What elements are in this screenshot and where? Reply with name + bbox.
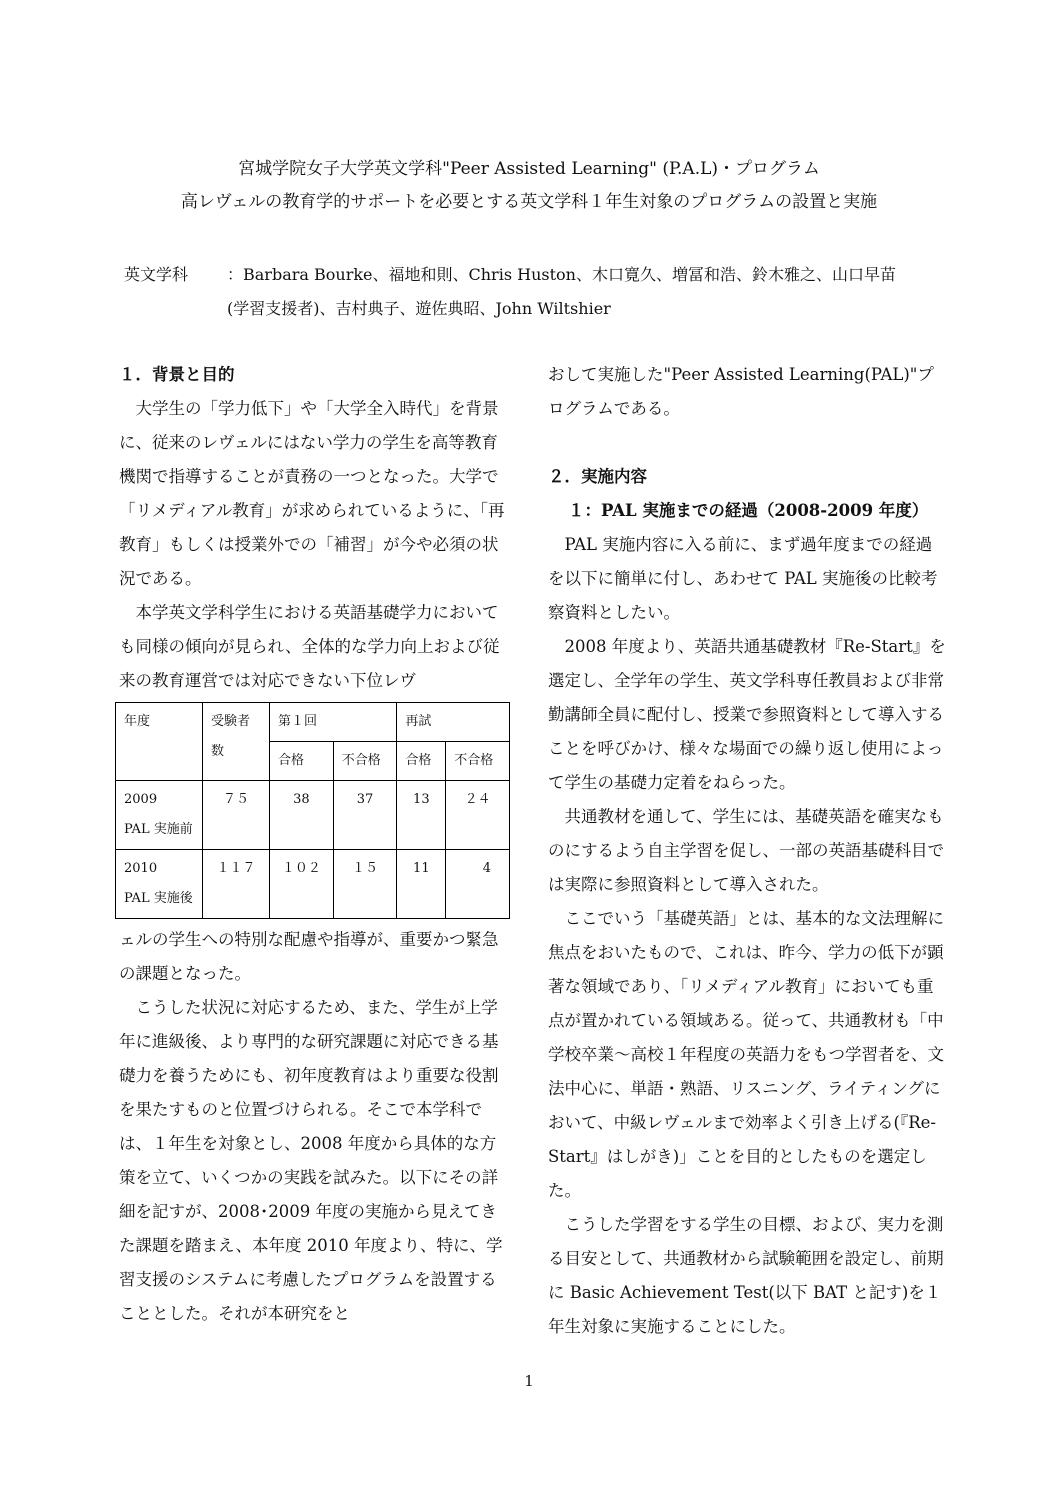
subsection-heading: １：PAL 実施までの経過（2008-2009 年度） [568,501,929,520]
left-column [119,358,509,1331]
table-cell-retest-fail: ２４ [446,781,510,850]
paragraph: ェルの学生への特別な配慮や指導が、重要かつ緊急の課題となった。 [119,930,499,983]
table-cell-first-pass: 38 [270,781,334,850]
paragraph: 本学英文学科学生における英語基礎学力においても同様の傾向が見られ、全体的な学力向上および従来の教育運営では対応できない下位レヴ [119,603,500,690]
table-cell-first-fail: 37 [333,781,397,850]
table-cell-year: 2009 PAL 実施前 [116,781,203,850]
author-list-line1: ：Barbara Bourke、福地和則、Chris Huston、木口寛久、増冨和浩、鈴木雅之、山口早苗 [227,265,896,284]
table-cell-examinees: ７５ [203,781,270,850]
paragraph: 共通教材を通して、学生には、基礎英語を確実なものにするよう自主学習を促し、一部の英語基礎科目では実際に参照資料として導入された。 [548,807,944,894]
page-number: 1 [524,1372,534,1390]
table-row [116,850,510,919]
table-header-first-fail: 不合格 [333,742,397,781]
paragraph: おして実施した"Peer Assisted Learning(PAL)"プログラムである。 [548,365,934,418]
author-block [124,258,944,326]
author-list-line2: (学習支援者)、吉村典子、遊佐典昭、John Wiltshier [227,299,611,318]
table-header-retest-pass: 合格 [397,742,446,781]
paper-title: 宮城学院女子大学英文学科"Peer Assisted Learning" (P.A.L)・プログラム [238,159,820,179]
department-label: 英文学科 [124,265,189,284]
table-header-examinees: 受験者数 [203,703,270,781]
paper-subtitle: 高レヴェルの教育学的サポートを必要とする英文学科１年生対象のプログラムの設置と実施 [180,192,878,212]
table-cell-first-pass: １０２ [270,850,334,919]
table-row [116,781,510,850]
paragraph: ここでいう「基礎英語」とは、基本的な文法理解に焦点をおいたもので、これは、昨今、学力の低下が顕著な領域であり、「リメディアル教育」においても重点が置かれている領域ある。従って、共通教材も「中学校卒業～高校１年程度の英語力をもつ学習者を、文法中心に、単語・熟語、リスニング、ライティングにおいて、中級レヴェルまで効率よく引き上げる(『Re-Start』はしがき)」ことを目的としたものを選定した。 [548,909,944,1200]
table-cell-year: 2010 PAL 実施後 [116,850,203,919]
table-cell-retest-pass: 11 [397,850,446,919]
results-table [115,702,510,919]
section-heading-background: １．背景と目的 [119,365,235,384]
table-cell-first-fail: １５ [333,850,397,919]
section-heading-implementation: ２．実施内容 [548,467,647,486]
paragraph: こうした状況に対応するため、また、学生が上学年に進級後、より専門的な研究課題に対応できる基礎力を養うためにも、初年度教育はより重要な役割を果たすものと位置づけられる。そこで本学科では、１年生を対象とし、2008 年度から具体的な方策を立て、いくつかの実践を試みた。以下にその詳細を記すが、2008･2009 年度の実施から見えてきた課題を踏まえ、本年度 2010 年度より、特に、学習支援のシステムに考慮したプログラムを設置することとした。それが本研究をと [119,998,503,1323]
table-cell-retest-pass: 13 [397,781,446,850]
paragraph: 2008 年度より、英語共通基礎教材『Re-Start』を選定し、全学年の学生、英文学科専任教員および非常勤講師全員に配付し、授業で参照資料として導入することを呼びかけ、様々な場面での繰り返し使用によって学生の基礎力定着をねらった。 [548,637,946,792]
paragraph: 大学生の「学力低下」や「大学全入時代」を背景に、従来のレヴェルにはない学力の学生を高等教育機関で指導することが責務の一つとなった。大学で「リメディアル教育」が求められているように、「再教育」もしくは授業外での「補習」が今や必須の状況である。 [119,399,505,588]
right-column [548,358,948,1344]
table-cell-examinees: １１７ [203,850,270,919]
table-header-retest: 再試 [397,703,510,742]
results-table-wrapper [115,702,509,919]
paragraph: PAL 実施内容に入る前に、まず過年度までの経過を以下に簡単に付し、あわせて PAL 実施後の比較考察資料としたい。 [548,535,938,622]
table-header-first: 第１回 [270,703,397,742]
table-header-first-pass: 合格 [270,742,334,781]
table-header-retest-fail: 不合格 [446,742,510,781]
paragraph: こうした学習をする学生の目標、および、実力を測る目安として、共通教材から試験範囲を設定し、前期に Basic Achievement Test(以下 BAT と記す)を１年生対象に実施することにした。 [548,1215,944,1336]
table-header-year: 年度 [116,703,203,781]
table-cell-retest-fail: 4 [446,850,510,919]
